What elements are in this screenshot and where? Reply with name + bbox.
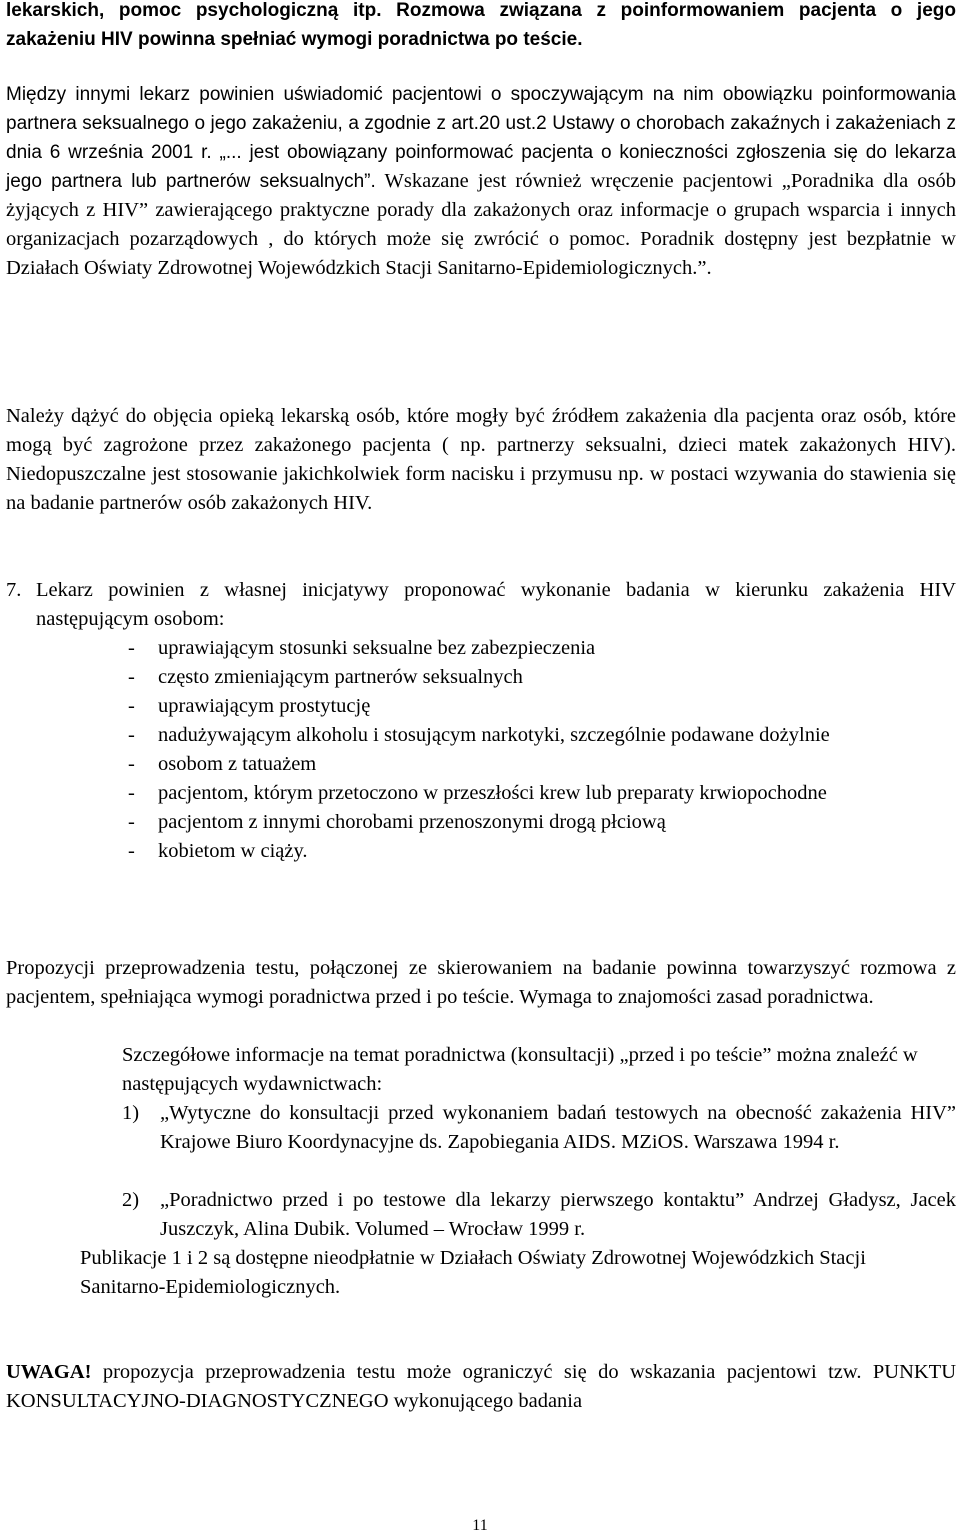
paragraph-medical-care: Należy dążyć do objęcia opieką lekarską osób, które mogły być źródłem zakażenia dla pacjenta oraz osób, które mogą być zagrożone przez zakażonego pacjenta ( np. partnerzy seksualni, dzieci matek zakażonych HIV). Niedopuszczalne jest stosowanie jakichkolwiek form nacisku i przymusu np. w postaci wzywania do stawienia się na badanie partnerów osób zakażonych HIV. (6, 405, 956, 514)
section-7-number: 7. (6, 579, 22, 601)
list-item: - pacjentom z innymi chorobami przenoszonymi drogą płciową (128, 808, 956, 837)
list-item: - nadużywającym alkoholu i stosującym narkotyki, szczególnie podawane dożylnie (128, 721, 956, 750)
page-number: 11 (472, 1517, 488, 1534)
reference-item (122, 1186, 956, 1244)
list-item: - osobom z tatuażem (128, 750, 956, 779)
section-7-heading-text: Lekarz powinien z własnej inicjatywy proponować wykonanie badania w kierunku zakażenia HIV następującym osobom: (36, 579, 956, 630)
list-item: - uprawiającym stosunki seksualne bez zabezpieczenia (128, 634, 956, 663)
legal-citation-text: Między innymi lekarz powinien uświadomić pacjentowi o spoczywającym na nim obowiązku poinformowania partnera seksualnego o jego zakażeniu, a zgodnie z art.20 ust.2 Ustawy o chorobach zakaźnych i zakażeniach z dnia 6 września 2001 r. „... jest obowiązany poinformować pacjenta o konieczności zgłoszenia się do lekarza jego partnera lub partnerów seksualnych”. (6, 84, 956, 192)
reference-text: „Poradnictwo przed i po testowe dla lekarzy pierwszego kontaktu” Andrzej Gładysz, Jacek Juszczyk, Alina Dubik. Volumed – Wrocław 1999 r. (160, 1189, 956, 1240)
list-item: - pacjentom, którym przetoczono w przeszłości krew lub preparaty krwiopochodne (128, 779, 956, 808)
references-intro: Szczegółowe informacje na temat poradnictwa (konsultacji) „przed i po teście” można znaleźć w następujących wydawnictwach: (122, 1044, 918, 1095)
section-7 (6, 576, 956, 866)
reference-number: 1) (122, 1102, 140, 1124)
warning-text: propozycja przeprowadzenia testu może ograniczyć się do wskazania pacjentowi tzw. PUNKTU KONSULTACYJNO-DIAGNOSTYCZNEGO wykonującego badania (6, 1361, 957, 1412)
list-item: - często zmieniającym partnerów seksualnych (128, 663, 956, 692)
list-item: - uprawiającym prostytucję (128, 692, 956, 721)
guide-recommendation-text: Wskazane jest również wręczenie pacjentowi „Poradnika dla osób żyjących z HIV” zawierającego praktyczne porady dla zakażonych oraz informacje o grupach wsparcia i innych organizacjach pozarządowych , do których może się zwrócić o pomoc. Poradnik dostępny jest bezpłatnie w Działach Oświaty Zdrowotnej Wojewódzkich Stacji Sanitarno-Epidemiologicznych.”. (6, 170, 957, 279)
reference-number: 2) (122, 1189, 140, 1211)
section-7-heading (6, 576, 956, 634)
paragraph-intro: lekarskich, pomoc psychologiczną itp. Rozmowa związana z poinformowaniem pacjenta o jego zakażeniu HIV powinna spełniać wymogi poradnictwa po teście. (6, 0, 956, 50)
reference-text: „Wytyczne do konsultacji przed wykonaniem badań testowych na obecność zakażenia HIV” Krajowe Biuro Koordynacyjne ds. Zapobiegania AIDS. MZiOS. Warszawa 1994 r. (160, 1102, 956, 1153)
list-item: - kobietom w ciąży. (128, 837, 956, 866)
warning-paragraph (6, 1358, 956, 1416)
warning-label: UWAGA! (6, 1361, 92, 1383)
paragraph-availability: Publikacje 1 i 2 są dostępne nieodpłatnie w Działach Oświaty Zdrowotnej Wojewódzkich Stacji Sanitarno-Epidemiologicznych. (80, 1247, 866, 1298)
paragraph-test-proposal: Propozycji przeprowadzenia testu, połączonej ze skierowaniem na badanie powinna towarzyszyć rozmowa z pacjentem, spełniająca wymogi poradnictwa przed i po teście. Wymaga to znajomości zasad poradnictwa. (6, 957, 956, 1008)
references-section (122, 1041, 956, 1244)
paragraph-partner-duty (6, 80, 956, 283)
reference-item (122, 1099, 956, 1157)
references-list (122, 1099, 956, 1244)
risk-group-list (6, 634, 956, 866)
